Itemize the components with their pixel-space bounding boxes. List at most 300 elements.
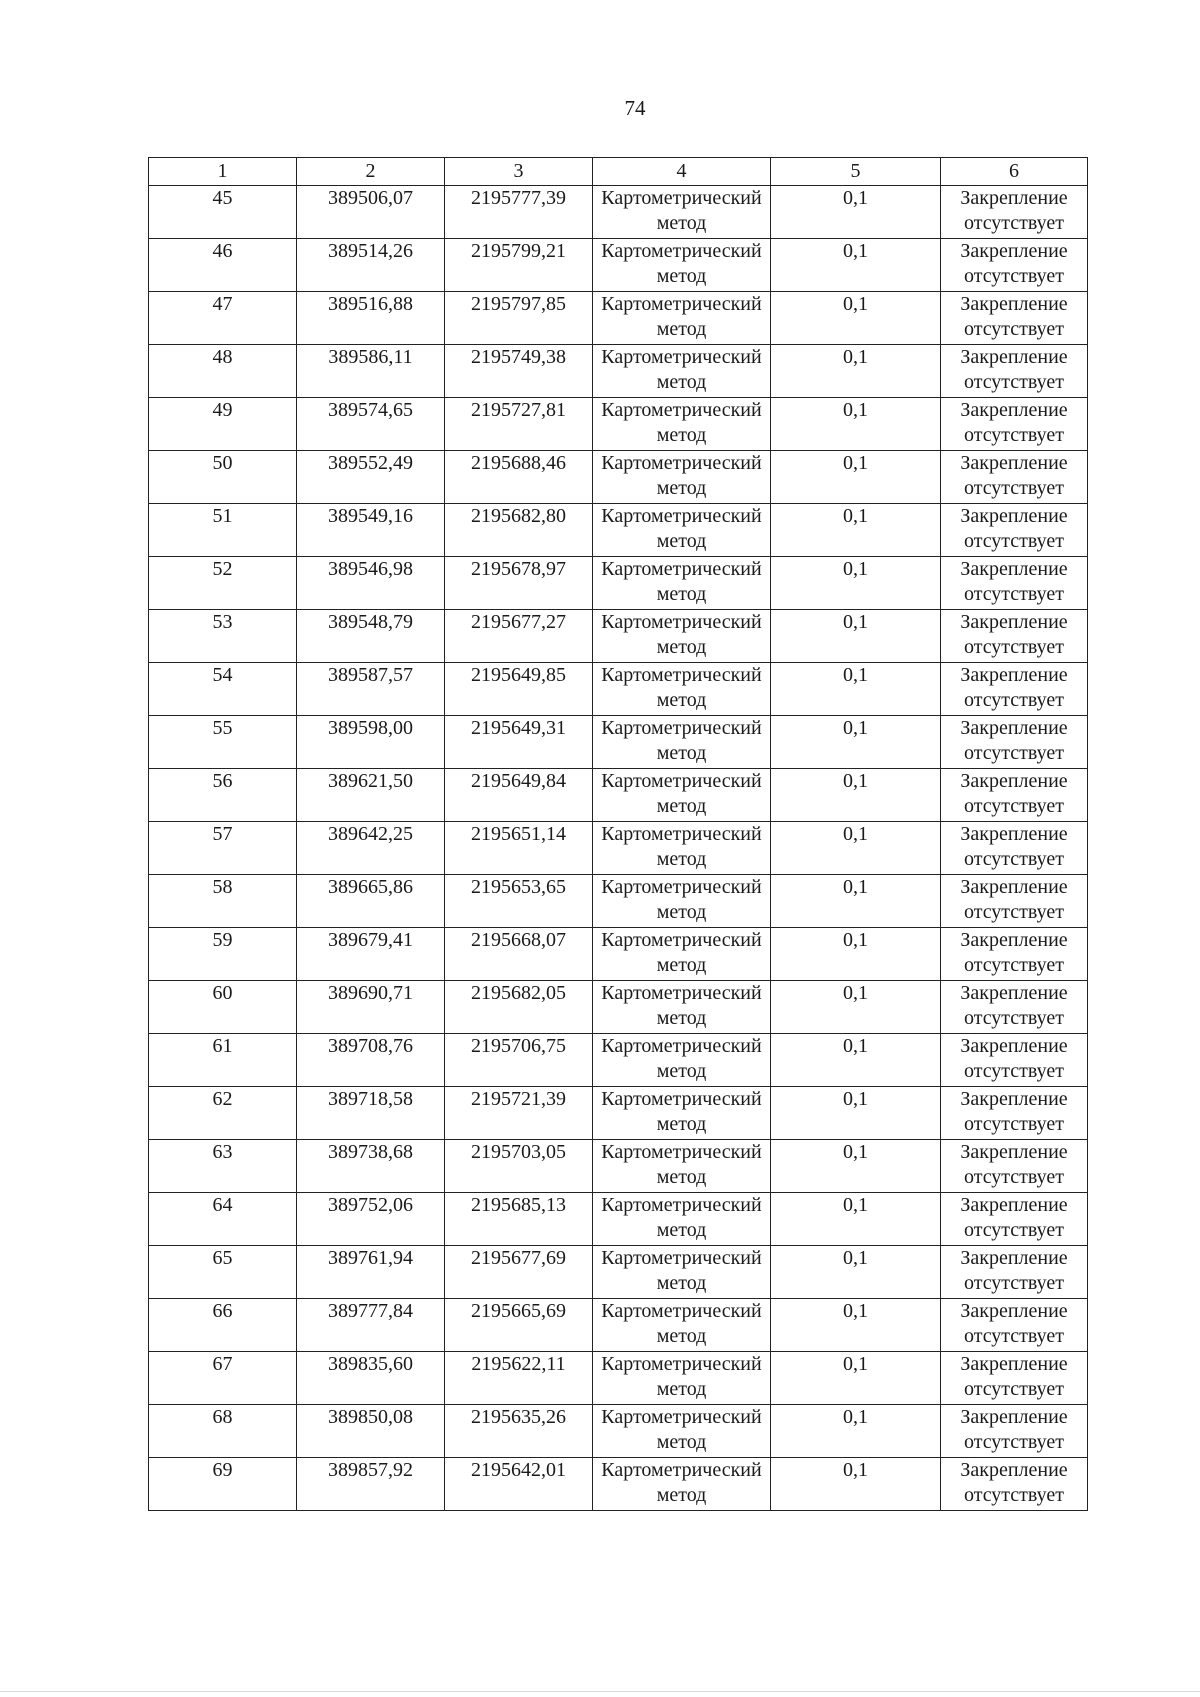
accuracy-cell-text: 0,1	[843, 982, 868, 1004]
y-coordinate-cell	[445, 1405, 593, 1458]
x-coordinate-cell-text: 389642,25	[328, 823, 413, 845]
y-coordinate-cell	[445, 345, 593, 398]
table-row	[149, 292, 1088, 345]
fixing-cell-text: Закрепление отсутствует	[960, 876, 1068, 923]
method-cell-text: Картометрический метод	[601, 1194, 762, 1241]
method-cell-text: Картометрический метод	[601, 664, 762, 711]
fixing-cell-text: Закрепление отсутствует	[960, 452, 1068, 499]
method-cell-text: Картометрический метод	[601, 1353, 762, 1400]
y-coordinate-cell-text: 2195799,21	[471, 240, 566, 262]
x-coordinate-cell	[297, 292, 445, 345]
fixing-cell-text: Закрепление отсутствует	[960, 187, 1068, 234]
point-number-cell	[149, 928, 297, 981]
table-row	[149, 451, 1088, 504]
y-coordinate-cell	[445, 1458, 593, 1511]
point-number-cell-text: 62	[212, 1088, 233, 1110]
x-coordinate-cell	[297, 769, 445, 822]
accuracy-cell-text: 0,1	[843, 505, 868, 527]
fixing-cell-text: Закрепление отсутствует	[960, 929, 1068, 976]
point-number-cell	[149, 345, 297, 398]
fixing-cell-text: Закрепление отсутствует	[960, 1459, 1068, 1506]
y-coordinate-cell	[445, 716, 593, 769]
y-coordinate-cell-text: 2195721,39	[471, 1088, 566, 1110]
y-coordinate-cell	[445, 1352, 593, 1405]
y-coordinate-cell	[445, 1193, 593, 1246]
accuracy-cell-text: 0,1	[843, 876, 868, 898]
accuracy-cell	[771, 769, 941, 822]
accuracy-cell-text: 0,1	[843, 611, 868, 633]
table-row	[149, 1299, 1088, 1352]
fixing-cell-text: Закрепление отсутствует	[960, 558, 1068, 605]
x-coordinate-cell-text: 389690,71	[328, 982, 413, 1004]
x-coordinate-cell	[297, 1087, 445, 1140]
y-coordinate-cell-text: 2195777,39	[471, 187, 566, 209]
y-coordinate-cell	[445, 1140, 593, 1193]
x-coordinate-cell	[297, 1140, 445, 1193]
column-header: 3	[445, 158, 593, 186]
method-cell-text: Картометрический метод	[601, 611, 762, 658]
accuracy-cell	[771, 610, 941, 663]
point-number-cell	[149, 398, 297, 451]
y-coordinate-cell-text: 2195653,65	[471, 876, 566, 898]
method-cell-text: Картометрический метод	[601, 982, 762, 1029]
method-cell	[593, 663, 771, 716]
method-cell-text: Картометрический метод	[601, 346, 762, 393]
y-coordinate-cell-text: 2195622,11	[471, 1353, 566, 1375]
accuracy-cell	[771, 928, 941, 981]
y-coordinate-cell	[445, 1087, 593, 1140]
accuracy-cell	[771, 1458, 941, 1511]
method-cell-text: Картометрический метод	[601, 240, 762, 287]
point-number-cell	[149, 292, 297, 345]
y-coordinate-cell-text: 2195677,69	[471, 1247, 566, 1269]
point-number-cell-text: 46	[212, 240, 233, 262]
fixing-cell	[941, 1458, 1088, 1511]
method-cell	[593, 716, 771, 769]
point-number-cell-text: 69	[212, 1459, 233, 1481]
table-row	[149, 345, 1088, 398]
accuracy-cell	[771, 663, 941, 716]
accuracy-cell-text: 0,1	[843, 452, 868, 474]
y-coordinate-cell-text: 2195665,69	[471, 1300, 566, 1322]
method-cell	[593, 1299, 771, 1352]
fixing-cell	[941, 451, 1088, 504]
point-number-cell-text: 49	[212, 399, 233, 421]
column-header: 6	[941, 158, 1088, 186]
accuracy-cell	[771, 398, 941, 451]
point-number-cell	[149, 1405, 297, 1458]
y-coordinate-cell	[445, 186, 593, 239]
fixing-cell-text: Закрепление отсутствует	[960, 664, 1068, 711]
accuracy-cell-text: 0,1	[843, 1088, 868, 1110]
y-coordinate-cell	[445, 769, 593, 822]
fixing-cell	[941, 1140, 1088, 1193]
y-coordinate-cell-text: 2195797,85	[471, 293, 566, 315]
table-header-row	[149, 158, 1088, 186]
y-coordinate-cell-text: 2195682,80	[471, 505, 566, 527]
column-header: 1	[149, 158, 297, 186]
accuracy-cell-text: 0,1	[843, 346, 868, 368]
point-number-cell	[149, 1458, 297, 1511]
y-coordinate-cell	[445, 1246, 593, 1299]
method-cell	[593, 345, 771, 398]
method-cell-text: Картометрический метод	[601, 293, 762, 340]
x-coordinate-cell	[297, 1193, 445, 1246]
point-number-cell-text: 61	[212, 1035, 233, 1057]
accuracy-cell-text: 0,1	[843, 240, 868, 262]
x-coordinate-cell-text: 389752,06	[328, 1194, 413, 1216]
y-coordinate-cell	[445, 1034, 593, 1087]
point-number-cell-text: 66	[212, 1300, 233, 1322]
table-row	[149, 239, 1088, 292]
method-cell-text: Картометрический метод	[601, 876, 762, 923]
accuracy-cell-text: 0,1	[843, 1247, 868, 1269]
accuracy-cell-text: 0,1	[843, 1194, 868, 1216]
y-coordinate-cell	[445, 981, 593, 1034]
fixing-cell-text: Закрепление отсутствует	[960, 1353, 1068, 1400]
accuracy-cell-text: 0,1	[843, 1141, 868, 1163]
fixing-cell	[941, 504, 1088, 557]
x-coordinate-cell	[297, 398, 445, 451]
point-number-cell-text: 56	[212, 770, 233, 792]
fixing-cell	[941, 398, 1088, 451]
fixing-cell	[941, 1034, 1088, 1087]
accuracy-cell-text: 0,1	[843, 399, 868, 421]
method-cell-text: Картометрический метод	[601, 1088, 762, 1135]
x-coordinate-cell-text: 389679,41	[328, 929, 413, 951]
x-coordinate-cell	[297, 186, 445, 239]
x-coordinate-cell	[297, 557, 445, 610]
method-cell	[593, 1140, 771, 1193]
accuracy-cell	[771, 557, 941, 610]
method-cell	[593, 769, 771, 822]
point-number-cell-text: 48	[212, 346, 233, 368]
accuracy-cell-text: 0,1	[843, 293, 868, 315]
point-number-cell	[149, 1034, 297, 1087]
point-number-cell-text: 63	[212, 1141, 233, 1163]
fixing-cell-text: Закрепление отсутствует	[960, 611, 1068, 658]
x-coordinate-cell-text: 389738,68	[328, 1141, 413, 1163]
method-cell-text: Картометрический метод	[601, 823, 762, 870]
point-number-cell	[149, 610, 297, 663]
coordinates-table	[148, 157, 1088, 1511]
accuracy-cell	[771, 875, 941, 928]
table-row	[149, 1352, 1088, 1405]
method-cell-text: Картометрический метод	[601, 1406, 762, 1453]
accuracy-cell	[771, 1405, 941, 1458]
y-coordinate-cell-text: 2195749,38	[471, 346, 566, 368]
y-coordinate-cell	[445, 504, 593, 557]
point-number-cell-text: 53	[212, 611, 233, 633]
point-number-cell-text: 67	[212, 1353, 233, 1375]
x-coordinate-cell	[297, 981, 445, 1034]
x-coordinate-cell	[297, 504, 445, 557]
table-row	[149, 875, 1088, 928]
accuracy-cell	[771, 292, 941, 345]
accuracy-cell-text: 0,1	[843, 1459, 868, 1481]
x-coordinate-cell-text: 389548,79	[328, 611, 413, 633]
accuracy-cell	[771, 981, 941, 1034]
table-row	[149, 1034, 1088, 1087]
table-row	[149, 1458, 1088, 1511]
fixing-cell	[941, 1246, 1088, 1299]
accuracy-cell-text: 0,1	[843, 1406, 868, 1428]
table-row	[149, 1193, 1088, 1246]
y-coordinate-cell	[445, 928, 593, 981]
accuracy-cell	[771, 822, 941, 875]
y-coordinate-cell	[445, 451, 593, 504]
x-coordinate-cell-text: 389761,94	[328, 1247, 413, 1269]
fixing-cell	[941, 663, 1088, 716]
point-number-cell-text: 57	[212, 823, 233, 845]
accuracy-cell	[771, 1352, 941, 1405]
point-number-cell-text: 60	[212, 982, 233, 1004]
accuracy-cell	[771, 1299, 941, 1352]
method-cell	[593, 504, 771, 557]
x-coordinate-cell-text: 389850,08	[328, 1406, 413, 1428]
table-row	[149, 716, 1088, 769]
x-coordinate-cell	[297, 610, 445, 663]
x-coordinate-cell	[297, 239, 445, 292]
point-number-cell	[149, 875, 297, 928]
x-coordinate-cell	[297, 1405, 445, 1458]
x-coordinate-cell	[297, 928, 445, 981]
y-coordinate-cell-text: 2195703,05	[471, 1141, 566, 1163]
x-coordinate-cell	[297, 451, 445, 504]
method-cell	[593, 1193, 771, 1246]
x-coordinate-cell-text: 389552,49	[328, 452, 413, 474]
accuracy-cell-text: 0,1	[843, 1300, 868, 1322]
accuracy-cell-text: 0,1	[843, 558, 868, 580]
fixing-cell-text: Закрепление отсутствует	[960, 1194, 1068, 1241]
fixing-cell-text: Закрепление отсутствует	[960, 399, 1068, 446]
accuracy-cell-text: 0,1	[843, 1353, 868, 1375]
method-cell-text: Картометрический метод	[601, 399, 762, 446]
x-coordinate-cell-text: 389777,84	[328, 1300, 413, 1322]
y-coordinate-cell-text: 2195635,26	[471, 1406, 566, 1428]
fixing-cell-text: Закрепление отсутствует	[960, 240, 1068, 287]
column-header: 2	[297, 158, 445, 186]
fixing-cell	[941, 1087, 1088, 1140]
method-cell-text: Картометрический метод	[601, 1459, 762, 1506]
accuracy-cell-text: 0,1	[843, 770, 868, 792]
y-coordinate-cell-text: 2195649,84	[471, 770, 566, 792]
fixing-cell	[941, 1193, 1088, 1246]
accuracy-cell	[771, 1140, 941, 1193]
accuracy-cell-text: 0,1	[843, 717, 868, 739]
method-cell	[593, 875, 771, 928]
point-number-cell-text: 50	[212, 452, 233, 474]
method-cell-text: Картометрический метод	[601, 1141, 762, 1188]
y-coordinate-cell-text: 2195727,81	[471, 399, 566, 421]
fixing-cell	[941, 186, 1088, 239]
table-row	[149, 1246, 1088, 1299]
accuracy-cell-text: 0,1	[843, 823, 868, 845]
y-coordinate-cell-text: 2195651,14	[471, 823, 566, 845]
fixing-cell-text: Закрепление отсутствует	[960, 293, 1068, 340]
x-coordinate-cell-text: 389574,65	[328, 399, 413, 421]
y-coordinate-cell-text: 2195668,07	[471, 929, 566, 951]
method-cell-text: Картометрический метод	[601, 452, 762, 499]
y-coordinate-cell-text: 2195642,01	[471, 1459, 566, 1481]
x-coordinate-cell	[297, 1246, 445, 1299]
fixing-cell	[941, 610, 1088, 663]
method-cell-text: Картометрический метод	[601, 505, 762, 552]
method-cell-text: Картометрический метод	[601, 770, 762, 817]
fixing-cell-text: Закрепление отсутствует	[960, 1406, 1068, 1453]
x-coordinate-cell-text: 389546,98	[328, 558, 413, 580]
method-cell	[593, 292, 771, 345]
column-header: 5	[771, 158, 941, 186]
fixing-cell-text: Закрепление отсутствует	[960, 717, 1068, 764]
x-coordinate-cell-text: 389857,92	[328, 1459, 413, 1481]
method-cell-text: Картометрический метод	[601, 558, 762, 605]
fixing-cell	[941, 716, 1088, 769]
table-row	[149, 769, 1088, 822]
point-number-cell	[149, 1352, 297, 1405]
y-coordinate-cell	[445, 557, 593, 610]
point-number-cell-text: 68	[212, 1406, 233, 1428]
x-coordinate-cell	[297, 345, 445, 398]
method-cell	[593, 610, 771, 663]
fixing-cell	[941, 239, 1088, 292]
method-cell-text: Картометрический метод	[601, 1300, 762, 1347]
accuracy-cell-text: 0,1	[843, 1035, 868, 1057]
method-cell-text: Картометрический метод	[601, 929, 762, 976]
fixing-cell-text: Закрепление отсутствует	[960, 346, 1068, 393]
x-coordinate-cell-text: 389708,76	[328, 1035, 413, 1057]
table-row	[149, 928, 1088, 981]
fixing-cell-text: Закрепление отсутствует	[960, 1088, 1068, 1135]
x-coordinate-cell	[297, 1034, 445, 1087]
y-coordinate-cell-text: 2195649,31	[471, 717, 566, 739]
x-coordinate-cell	[297, 1458, 445, 1511]
fixing-cell	[941, 769, 1088, 822]
y-coordinate-cell-text: 2195682,05	[471, 982, 566, 1004]
fixing-cell	[941, 981, 1088, 1034]
fixing-cell	[941, 1405, 1088, 1458]
point-number-cell	[149, 1299, 297, 1352]
y-coordinate-cell	[445, 292, 593, 345]
y-coordinate-cell-text: 2195649,85	[471, 664, 566, 686]
accuracy-cell	[771, 451, 941, 504]
fixing-cell	[941, 1299, 1088, 1352]
point-number-cell	[149, 1087, 297, 1140]
table-row	[149, 822, 1088, 875]
y-coordinate-cell	[445, 239, 593, 292]
y-coordinate-cell	[445, 663, 593, 716]
fixing-cell-text: Закрепление отсутствует	[960, 1035, 1068, 1082]
point-number-cell	[149, 769, 297, 822]
x-coordinate-cell-text: 389516,88	[328, 293, 413, 315]
x-coordinate-cell-text: 389665,86	[328, 876, 413, 898]
point-number-cell-text: 59	[212, 929, 233, 951]
x-coordinate-cell-text: 389718,58	[328, 1088, 413, 1110]
point-number-cell	[149, 663, 297, 716]
fixing-cell-text: Закрепление отсутствует	[960, 823, 1068, 870]
y-coordinate-cell-text: 2195685,13	[471, 1194, 566, 1216]
point-number-cell-text: 52	[212, 558, 233, 580]
accuracy-cell-text: 0,1	[843, 929, 868, 951]
point-number-cell-text: 65	[212, 1247, 233, 1269]
accuracy-cell	[771, 716, 941, 769]
method-cell	[593, 822, 771, 875]
point-number-cell	[149, 822, 297, 875]
x-coordinate-cell	[297, 1299, 445, 1352]
accuracy-cell	[771, 345, 941, 398]
method-cell	[593, 981, 771, 1034]
point-number-cell	[149, 1246, 297, 1299]
fixing-cell	[941, 928, 1088, 981]
point-number-cell-text: 58	[212, 876, 233, 898]
table-row	[149, 610, 1088, 663]
fixing-cell	[941, 345, 1088, 398]
point-number-cell-text: 51	[212, 505, 233, 527]
point-number-cell-text: 64	[212, 1194, 233, 1216]
fixing-cell-text: Закрепление отсутствует	[960, 505, 1068, 552]
table-row	[149, 1087, 1088, 1140]
fixing-cell-text: Закрепление отсутствует	[960, 1141, 1068, 1188]
method-cell	[593, 398, 771, 451]
column-header: 4	[593, 158, 771, 186]
method-cell	[593, 1034, 771, 1087]
y-coordinate-cell-text: 2195688,46	[471, 452, 566, 474]
method-cell	[593, 451, 771, 504]
x-coordinate-cell-text: 389835,60	[328, 1353, 413, 1375]
accuracy-cell-text: 0,1	[843, 187, 868, 209]
method-cell	[593, 928, 771, 981]
point-number-cell	[149, 504, 297, 557]
point-number-cell-text: 47	[212, 293, 233, 315]
fixing-cell	[941, 875, 1088, 928]
x-coordinate-cell-text: 389587,57	[328, 664, 413, 686]
accuracy-cell	[771, 504, 941, 557]
y-coordinate-cell	[445, 398, 593, 451]
method-cell	[593, 557, 771, 610]
accuracy-cell	[771, 1246, 941, 1299]
x-coordinate-cell	[297, 716, 445, 769]
method-cell	[593, 1087, 771, 1140]
table-row	[149, 186, 1088, 239]
table-body	[149, 186, 1088, 1511]
table-row	[149, 663, 1088, 716]
y-coordinate-cell	[445, 610, 593, 663]
fixing-cell-text: Закрепление отсутствует	[960, 770, 1068, 817]
table-row	[149, 557, 1088, 610]
y-coordinate-cell	[445, 822, 593, 875]
x-coordinate-cell-text: 389621,50	[328, 770, 413, 792]
x-coordinate-cell-text: 389586,11	[328, 346, 413, 368]
table-row	[149, 504, 1088, 557]
method-cell	[593, 1458, 771, 1511]
method-cell	[593, 1352, 771, 1405]
x-coordinate-cell	[297, 663, 445, 716]
x-coordinate-cell-text: 389514,26	[328, 240, 413, 262]
x-coordinate-cell	[297, 822, 445, 875]
point-number-cell	[149, 716, 297, 769]
point-number-cell	[149, 239, 297, 292]
x-coordinate-cell	[297, 1352, 445, 1405]
fixing-cell	[941, 292, 1088, 345]
y-coordinate-cell	[445, 875, 593, 928]
fixing-cell-text: Закрепление отсутствует	[960, 1300, 1068, 1347]
accuracy-cell	[771, 1034, 941, 1087]
point-number-cell	[149, 1140, 297, 1193]
page-number: 74	[624, 96, 646, 120]
method-cell-text: Картометрический метод	[601, 187, 762, 234]
fixing-cell	[941, 557, 1088, 610]
fixing-cell-text: Закрепление отсутствует	[960, 1247, 1068, 1294]
